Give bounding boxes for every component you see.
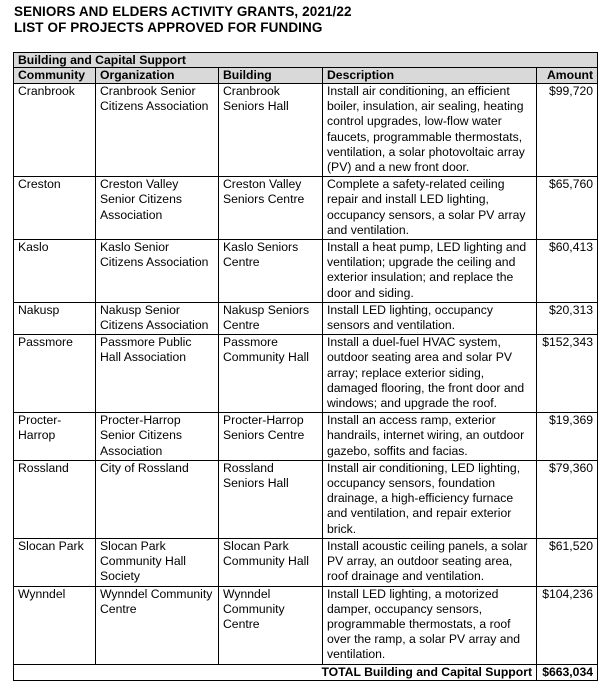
cell-building: Nakusp Seniors Centre <box>219 302 323 334</box>
section-header-row <box>14 53 598 68</box>
cell-building: Slocan Park Community Hall <box>219 538 323 586</box>
cell-community: Cranbrook <box>14 84 96 177</box>
cell-community: Creston <box>14 177 96 240</box>
column-header-description: Description <box>323 68 537 84</box>
total-row <box>14 664 598 680</box>
table-row <box>14 177 598 240</box>
cell-community: Procter-Harrop <box>14 413 96 461</box>
table-row <box>14 335 598 413</box>
cell-building: Procter-Harrop Seniors Centre <box>219 413 323 461</box>
total-label: TOTAL Building and Capital Support <box>14 664 537 680</box>
cell-building: Passmore Community Hall <box>219 335 323 413</box>
cell-building: Kaslo Seniors Centre <box>219 240 323 303</box>
cell-amount: $79,360 <box>537 460 598 538</box>
cell-community: Rossland <box>14 460 96 538</box>
cell-organization: Cranbrook Senior Citizens Association <box>96 84 219 177</box>
cell-description: Install LED lighting, a motorized damper, occupancy sensors, programmable thermostats, a roof over the ramp, a solar PV array and ventilation. <box>323 586 537 664</box>
column-header-organization: Organization <box>96 68 219 84</box>
table-row <box>14 538 598 586</box>
cell-amount: $104,236 <box>537 586 598 664</box>
grants-table <box>13 52 598 681</box>
title-line-1: SENIORS AND ELDERS ACTIVITY GRANTS, 2021/22 <box>14 4 352 19</box>
cell-building: Wynndel Community Centre <box>219 586 323 664</box>
column-header-row <box>14 68 598 84</box>
column-header-community: Community <box>14 68 96 84</box>
cell-organization: Kaslo Senior Citizens Association <box>96 240 219 303</box>
table-row <box>14 84 598 177</box>
cell-building: Creston Valley Seniors Centre <box>219 177 323 240</box>
column-header-amount: Amount <box>537 68 598 84</box>
cell-amount: $19,369 <box>537 413 598 461</box>
cell-amount: $99,720 <box>537 84 598 177</box>
total-amount: $663,034 <box>537 664 598 680</box>
cell-amount: $61,520 <box>537 538 598 586</box>
cell-amount: $152,343 <box>537 335 598 413</box>
cell-description: Install air conditioning, LED lighting, occupancy sensors, foundation drainage, a high-efficiency furnace and ventilation, and repair exterior brick. <box>323 460 537 538</box>
cell-description: Install an access ramp, exterior handrails, internet wiring, an outdoor gazebo, soffits and facias. <box>323 413 537 461</box>
cell-amount: $20,313 <box>537 302 598 334</box>
cell-organization: Nakusp Senior Citizens Association <box>96 302 219 334</box>
grants-table-body <box>14 53 598 681</box>
table-row <box>14 460 598 538</box>
cell-community: Passmore <box>14 335 96 413</box>
cell-organization: City of Rossland <box>96 460 219 538</box>
cell-community: Kaslo <box>14 240 96 303</box>
cell-description: Install acoustic ceiling panels, a solar PV array, an outdoor seating area, roof drainage and ventilation. <box>323 538 537 586</box>
section-title: Building and Capital Support <box>14 53 598 68</box>
document-title <box>14 4 352 36</box>
cell-organization: Creston Valley Senior Citizens Association <box>96 177 219 240</box>
cell-organization: Procter-Harrop Senior Citizens Association <box>96 413 219 461</box>
cell-organization: Slocan Park Community Hall Society <box>96 538 219 586</box>
table-row <box>14 302 598 334</box>
cell-community: Slocan Park <box>14 538 96 586</box>
cell-community: Nakusp <box>14 302 96 334</box>
column-header-building: Building <box>219 68 323 84</box>
cell-description: Install air conditioning, an efficient boiler, insulation, air sealing, heating control upgrades, low-flow water faucets, programmable thermostats, ventilation, a solar photovoltaic array (PV) and a new front door. <box>323 84 537 177</box>
cell-building: Cranbrook Seniors Hall <box>219 84 323 177</box>
cell-amount: $60,413 <box>537 240 598 303</box>
cell-building: Rossland Seniors Hall <box>219 460 323 538</box>
cell-description: Complete a safety-related ceiling repair and install LED lighting, occupancy sensors, a solar PV array and ventilation. <box>323 177 537 240</box>
cell-organization: Passmore Public Hall Association <box>96 335 219 413</box>
cell-amount: $65,760 <box>537 177 598 240</box>
cell-description: Install a duel-fuel HVAC system, outdoor seating area and solar PV array; replace exterior siding, damaged flooring, the front door and windows; and upgrade the roof. <box>323 335 537 413</box>
table-row <box>14 413 598 461</box>
cell-description: Install LED lighting, occupancy sensors and ventilation. <box>323 302 537 334</box>
cell-organization: Wynndel Community Centre <box>96 586 219 664</box>
cell-description: Install a heat pump, LED lighting and ventilation; upgrade the ceiling and exterior insulation; and replace the door and siding. <box>323 240 537 303</box>
cell-community: Wynndel <box>14 586 96 664</box>
title-line-2: LIST OF PROJECTS APPROVED FOR FUNDING <box>14 20 323 35</box>
table-row <box>14 586 598 664</box>
table-row <box>14 240 598 303</box>
